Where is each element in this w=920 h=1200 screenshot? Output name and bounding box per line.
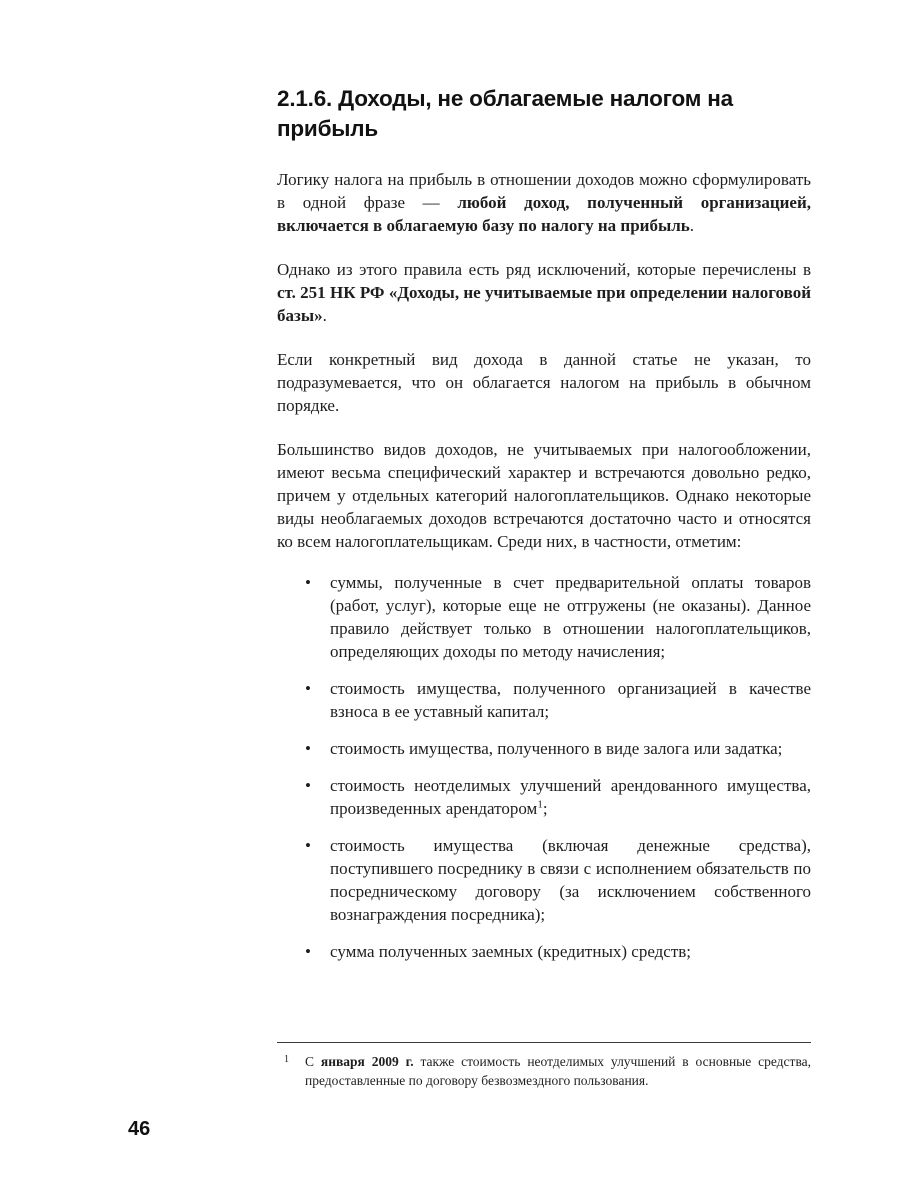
bullet-icon: • (305, 739, 311, 758)
paragraph-2-end: . (322, 306, 327, 325)
page-number: 46 (128, 1118, 151, 1140)
list-item-text: стоимость имущества, полученного в виде залога или задатка; (330, 739, 783, 758)
footnote-marker: 1 (284, 1054, 289, 1065)
paragraph-2 (277, 258, 811, 327)
bullet-icon: • (305, 679, 311, 698)
bullet-icon: • (305, 573, 311, 592)
paragraph-2-bold: ст. 251 НК РФ «Доходы, не учитываемые при определении налоговой базы» (277, 283, 811, 325)
paragraph-3: Если конкретный вид дохода в данной статье не указан, то подразумевается, что он облагается налогом на прибыль в обычном порядке. (277, 350, 811, 415)
list-item (305, 834, 811, 926)
bullet-icon: • (305, 836, 311, 855)
paragraph-1-text: Логику налога на прибыль в отношении доходов можно сформулировать в одной фразе — (277, 170, 811, 212)
list-item-text: стоимость имущества, полученного организацией в качестве взноса в ее уставный капитал; (330, 679, 811, 721)
list-item (305, 571, 811, 663)
footnote-text-bold: января 2009 г. (320, 1054, 414, 1069)
list-item-text: стоимость имущества (включая денежные средства), поступившего посреднику в связи с исполнением обязательств по посредническому договору (за исключением собственного вознаграждения посредника); (330, 836, 811, 924)
list-item-text: суммы, полученные в счет предварительной оплаты товаров (работ, услуг), которые еще не отгружены (не оказаны). Данное правило действует только в отношении налогоплательщиков, определяющих доходы по методу начисления; (330, 573, 811, 661)
footnote-block (277, 1042, 811, 1090)
paragraph-1-end: . (689, 216, 695, 235)
paragraph-2-text: Однако из этого правила есть ряд исключений, которые перечислены в (277, 260, 811, 279)
list-item (305, 774, 811, 820)
section-heading: 2.1.6. Доходы, не облагаемые налогом на прибыль (277, 86, 733, 141)
list-item (305, 677, 811, 723)
list-item (305, 940, 811, 963)
footnote-text-start: С (305, 1054, 321, 1069)
list-item-text: сумма полученных заемных (кредитных) средств; (330, 942, 692, 961)
page-content (277, 84, 811, 963)
list-item-end: ; (542, 799, 548, 818)
footnote-reference: 1 (537, 798, 543, 811)
bullet-icon: • (305, 776, 311, 795)
footnote-text-end: также стоимость неотделимых улучшений в основные средства, предоставленные по договору безвозмездного пользования. (305, 1054, 812, 1088)
list-item (305, 737, 811, 760)
bullet-list (277, 571, 811, 963)
paragraph-1 (277, 168, 811, 237)
bullet-icon: • (305, 942, 311, 961)
paragraph-4: Большинство видов доходов, не учитываемых при налогообложении, имеют весьма специфический характер и встречаются довольно редко, причем у отдельных категорий налогоплательщиков. Однако некоторые виды необлагаемых доходов встречаются достаточно часто и относятся ко всем налогоплательщикам. Среди них, в частности, отметим: (277, 440, 811, 551)
paragraph-1-bold: любой доход, полученный организацией, включается в облагаемую базу по налогу на прибыль (277, 193, 812, 235)
list-item-text: стоимость неотделимых улучшений арендованного имущества, произведенных арендатором (330, 776, 811, 818)
footnote (277, 1052, 811, 1090)
footnote-divider (277, 1042, 811, 1043)
